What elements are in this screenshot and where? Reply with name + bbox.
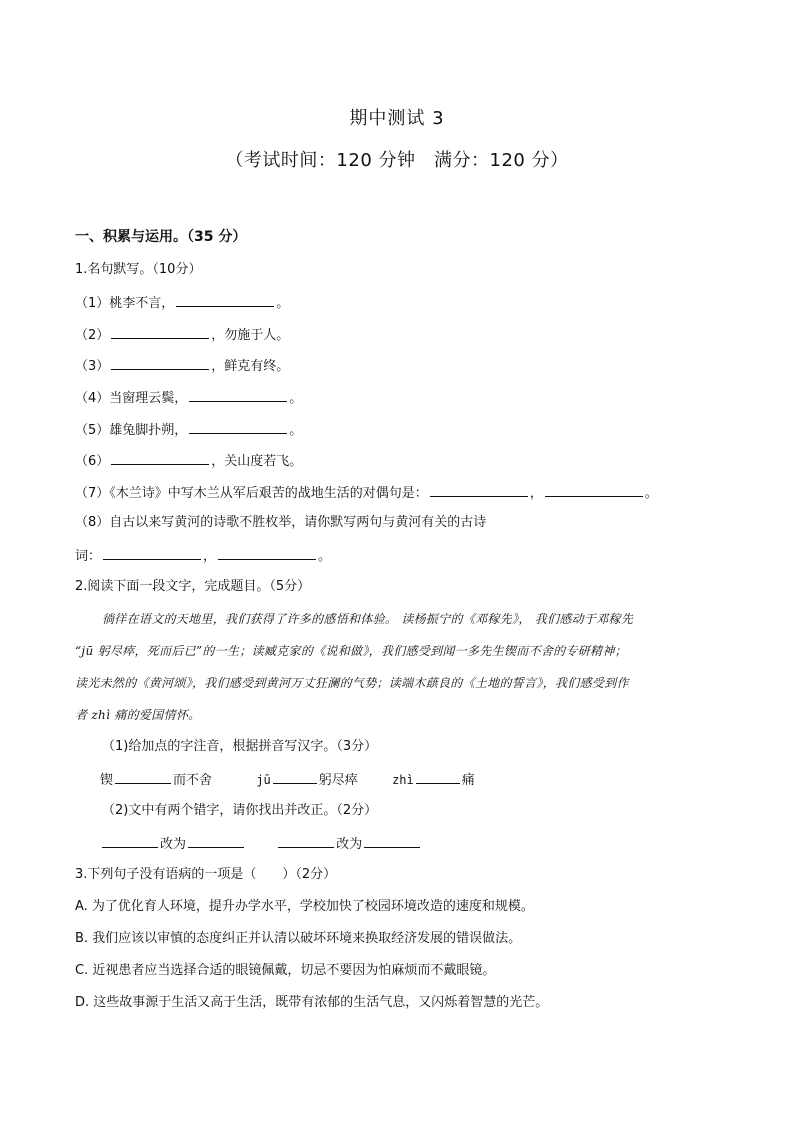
item-text: 。 — [644, 486, 658, 501]
answer-blank[interactable] — [218, 546, 316, 560]
answer-blank[interactable] — [189, 388, 287, 402]
item-text: （3） — [75, 359, 110, 374]
item-text: ， — [203, 549, 217, 564]
item-text: （1）桃李不言， — [75, 296, 175, 311]
reading-passage-line: 徜徉在语文的天地里，我们获得了许多的感悟和体验。 读杨振宁的《邓稼先》， 我们感动于邓稼先 — [102, 612, 634, 626]
item-text: 锲 — [100, 773, 114, 788]
q1-item-6 — [75, 451, 302, 471]
item-text: ， — [529, 486, 543, 501]
reading-passage-line: 者 zhì 痛的爱国情怀。 — [75, 708, 201, 722]
item-text: 。 — [276, 296, 290, 311]
q1-item-1 — [75, 293, 289, 313]
reading-passage-line: “jū 躬尽瘁，死而后已”的一生；读臧克家的《说和做》，我们感受到闻一多先生锲而不舍的专研精神； — [75, 644, 627, 658]
answer-blank[interactable] — [111, 325, 209, 339]
q3-option-a: A. 为了优化育人环境，提升办学水平，学校加快了校园环境改造的速度和规模。 — [75, 899, 534, 914]
reading-passage-line: 读光未然的《黄河颂》，我们感受到黄河万丈狂澜的气势；读端木蕻良的《土地的誓言》，我们感受到作 — [75, 676, 629, 690]
item-text: 躬尽瘁 — [318, 773, 358, 788]
answer-blank[interactable] — [176, 293, 274, 307]
q1-item-5 — [75, 420, 302, 440]
page-title: 期中测试 3 — [349, 108, 445, 129]
pinyin-text: zhì — [392, 773, 414, 787]
answer-blank[interactable] — [188, 834, 244, 848]
section-heading: 一、积累与运用。（35 分） — [75, 229, 247, 245]
item-text: （5）雄兔脚扑朔， — [75, 423, 188, 438]
item-text: 痛 — [461, 773, 475, 788]
answer-blank[interactable] — [545, 483, 643, 497]
item-text: （6） — [75, 454, 110, 469]
item-text: ，勿施于人。 — [211, 328, 290, 343]
exam-info: （考试时间：120 分钟 满分：120 分） — [225, 150, 569, 171]
item-text: 。 — [318, 549, 332, 564]
item-text: 。 — [289, 391, 303, 406]
q3-option-c: C. 近视患者应当选择合适的眼镜佩戴，切忌不要因为怕麻烦而不戴眼镜。 — [75, 963, 496, 978]
question-2-header: 2.阅读下面一段文字，完成题目。（5分） — [75, 579, 311, 594]
answer-blank[interactable] — [273, 770, 317, 784]
item-text: （7）《木兰诗》中写木兰从军后艰苦的战地生活的对偶句是： — [75, 486, 428, 501]
item-text: 而不舍 — [173, 773, 213, 788]
item-text: 。 — [289, 423, 303, 438]
q1-item-8-continued — [75, 546, 331, 566]
q1-item-3 — [75, 356, 289, 376]
item-text: ，鲜克有终。 — [211, 359, 290, 374]
question-3-header: 3.下列句子没有语病的一项是（ ）（2分） — [75, 867, 337, 882]
answer-blank[interactable] — [364, 834, 420, 848]
answer-blank[interactable] — [278, 834, 334, 848]
answer-blank[interactable] — [416, 770, 460, 784]
q2-fill-row — [100, 770, 475, 790]
q1-item-7 — [75, 483, 658, 503]
q2-correction-row — [100, 834, 422, 854]
item-text: 改为 — [160, 837, 187, 852]
q1-item-2 — [75, 325, 289, 345]
answer-blank[interactable] — [189, 420, 287, 434]
item-text: 词： — [75, 549, 102, 564]
answer-blank[interactable] — [111, 356, 209, 370]
q1-item-4 — [75, 388, 302, 408]
answer-blank[interactable] — [102, 834, 158, 848]
q3-option-d: D. 这些故事源于生活又高于生活，既带有浓郁的生活气息，又闪烁着智慧的光芒。 — [75, 995, 549, 1010]
answer-blank[interactable] — [430, 483, 528, 497]
item-text: 改为 — [336, 837, 363, 852]
answer-blank[interactable] — [115, 770, 171, 784]
question-1-header: 1.名句默写。（10分） — [75, 262, 202, 277]
item-text: （4）当窗理云鬓， — [75, 391, 188, 406]
q1-item-8: （8）自古以来写黄河的诗歌不胜枚举，请你默写两句与黄河有关的古诗 — [75, 515, 487, 530]
q2-sub-question-1: （1)给加点的字注音，根据拼音写汉字。（3分） — [102, 739, 378, 754]
q2-sub-question-2: （2)文中有两个错字，请你找出并改正。（2分） — [102, 803, 378, 818]
answer-blank[interactable] — [111, 451, 209, 465]
item-text: （2） — [75, 328, 110, 343]
q3-option-b: B. 我们应该以审慎的态度纠正并认清以破坏环境来换取经济发展的错误做法。 — [75, 931, 522, 946]
item-text: ，关山度若飞。 — [211, 454, 303, 469]
answer-blank[interactable] — [103, 546, 201, 560]
pinyin-text: jū — [256, 773, 271, 787]
